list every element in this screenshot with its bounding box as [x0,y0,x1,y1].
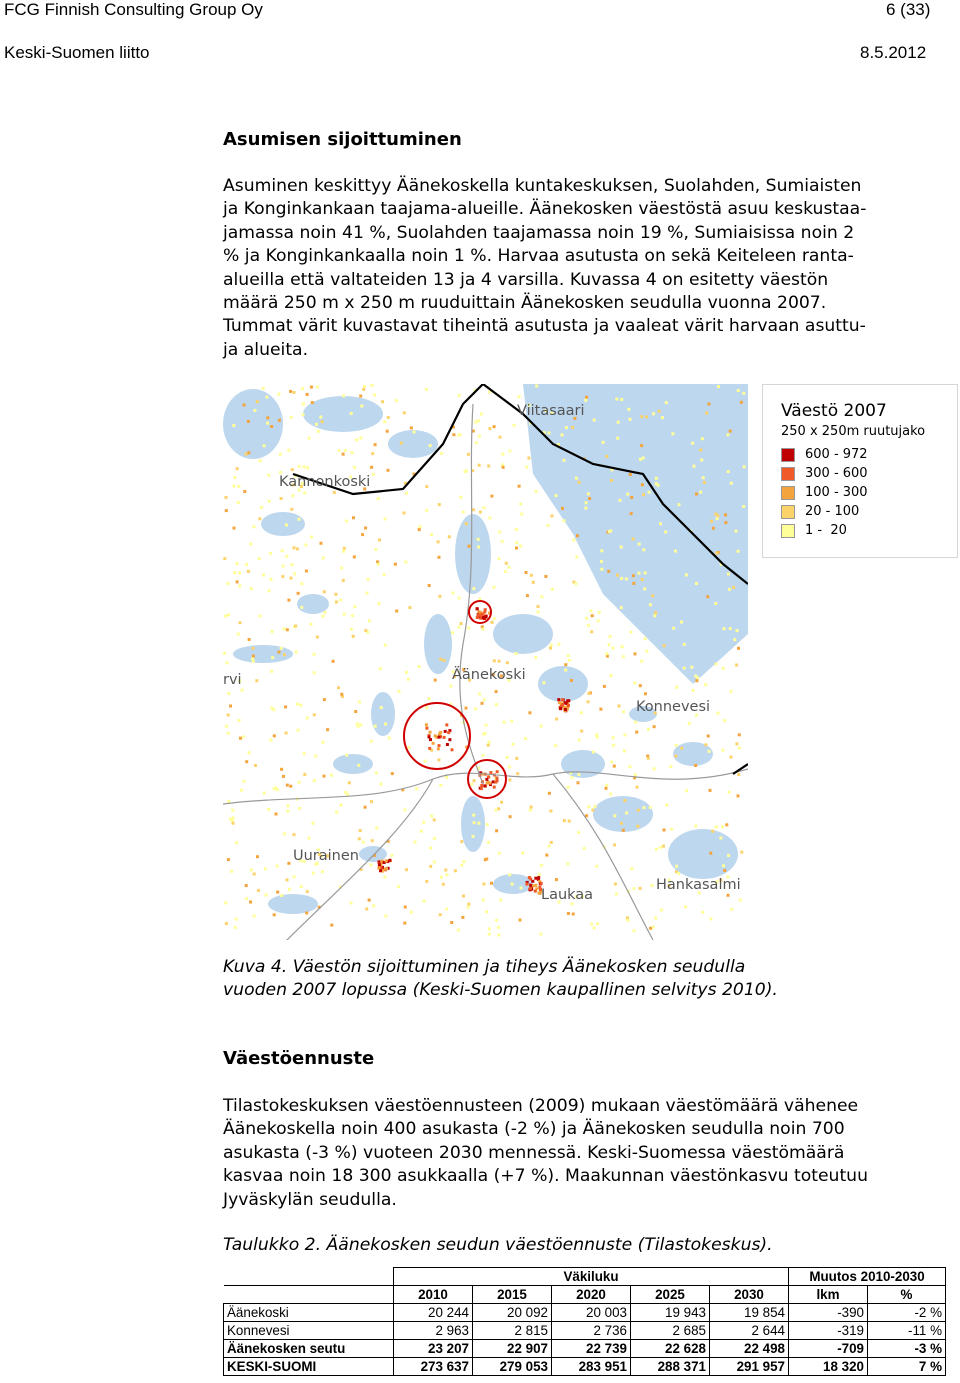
table-row [224,1322,946,1340]
table-cell: 18 320 [789,1358,868,1376]
forecast-paragraph [223,1095,956,1212]
legend-label: 100 - 300 [805,485,868,500]
header-page-number: 6 (33) [886,0,931,19]
column-header: % [868,1286,946,1304]
header-client: Keski-Suomen liitto [4,43,150,62]
table-cell: 288 371 [631,1358,710,1376]
place-label-rvi: rvi [223,672,242,688]
text-line: määrä 250 m x 250 m ruuduittain Äänekosken seudulla vuonna 2007. [223,293,827,314]
housing-paragraph [223,175,956,362]
legend-item [781,504,859,519]
table-caption: Taulukko 2. Äänekosken seudun väestöennuste (Tilastokeskus). [223,1235,773,1255]
row-name: Äänekoski [224,1304,394,1322]
table-cell: 22 628 [631,1340,710,1358]
table-cell: 279 053 [473,1358,552,1376]
section-heading-housing: Asumisen sijoittuminen [223,129,462,150]
table-cell: 22 907 [473,1340,552,1358]
column-header: 2025 [631,1286,710,1304]
text-line: % ja Konginkankaalla noin 1 %. Harvaa asutusta on sekä Keiteleen ranta- [223,246,854,267]
legend-title: Väestö 2007 [781,401,887,421]
place-label-kannonkoski: Kannonkoski [279,474,371,490]
text-line: ja Konginkankaan taajama-alueille. Äänekosken väestöstä asuu keskustaa- [223,199,867,220]
table-cell: -3 % [868,1340,946,1358]
text-line: Asuminen keskittyy Äänekoskella kuntakeskuksen, Suolahden, Sumiaisten [223,176,862,196]
table-cell: 20 244 [394,1304,473,1322]
caption-line: vuoden 2007 lopussa (Keski-Suomen kaupallinen selvitys 2010). [223,980,778,1000]
header-company: FCG Finnish Consulting Group Oy [4,0,263,19]
legend-swatch [781,486,795,500]
table-cell: 23 207 [394,1340,473,1358]
text-line: Jyväskylän seudulla. [223,1189,397,1210]
legend-label: 20 - 100 [805,504,860,519]
population-density-map [223,384,748,940]
place-label-konnevesi: Konnevesi [636,699,711,715]
table-corner [224,1286,394,1304]
table-cell: -11 % [868,1322,946,1340]
table-group-header: Väkiluku [394,1268,789,1286]
table-cell: 273 637 [394,1358,473,1376]
table-cell: 20 003 [552,1304,631,1322]
row-name: KESKI-SUOMI [224,1358,394,1376]
legend-label: 600 - 972 [805,447,868,462]
legend-item [781,485,868,500]
text-line: asukasta (-3 %) vuoteen 2030 mennessä. Keski-Suomessa väestömäärä [223,1142,845,1163]
table-cell: 22 739 [552,1340,631,1358]
table-cell: 2 685 [631,1322,710,1340]
table-row [224,1304,946,1322]
table-cell: 19 854 [710,1304,789,1322]
table-header-row [224,1286,946,1304]
table-cell: 2 736 [552,1322,631,1340]
text-line: ja alueita. [223,339,309,360]
text-line: jamassa noin 41 %, Suolahden taajamassa noin 19 %, Sumiaisissa noin 2 [223,222,855,243]
table-cell: 291 957 [710,1358,789,1376]
legend-item [781,447,868,462]
column-header: 2030 [710,1286,789,1304]
text-line: Äänekoskella noin 400 asukasta (-2 %) ja Äänekosken seudulla noin 700 [223,1119,845,1140]
table-cell: -319 [789,1322,868,1340]
caption-line: Kuva 4. Väestön sijoittuminen ja tiheys Äänekosken seudulla [223,957,746,977]
table-cell: 20 092 [473,1304,552,1322]
table-cell: 2 963 [394,1322,473,1340]
table-cell: -709 [789,1340,868,1358]
place-label-aanekoski: Äänekoski [452,667,526,683]
table-cell: 283 951 [552,1358,631,1376]
text-line: kasvaa noin 18 300 asukkaalla (+7 %). Maakunnan väestönkasvu toteutuu [223,1166,868,1187]
table-cell: -2 % [868,1304,946,1322]
row-name: Konnevesi [224,1322,394,1340]
legend-swatch [781,505,795,519]
table-row [224,1358,946,1376]
text-line: Tummat värit kuvastavat tiheintä asutusta ja vaaleat värit harvaan asuttu- [223,316,866,337]
column-header: 2015 [473,1286,552,1304]
table-cell: -390 [789,1304,868,1322]
legend-label: 1 - 20 [805,523,847,538]
legend-subtitle: 250 x 250m ruutujako [781,424,926,439]
figure-caption [223,956,956,1002]
legend-swatch [781,448,795,462]
legend-swatch [781,467,795,481]
table-group-header-row [224,1268,946,1286]
header-date: 8.5.2012 [860,43,927,62]
row-name: Äänekosken seutu [224,1340,394,1358]
place-label-laukaa: Laukaa [541,887,594,903]
text-line: Tilastokeskuksen väestöennusteen (2009) mukaan väestömäärä vähenee [223,1096,859,1116]
legend-label: 300 - 600 [805,466,868,481]
section-heading-forecast: Väestöennuste [223,1048,375,1069]
legend-swatch [781,524,795,538]
table-cell: 22 498 [710,1340,789,1358]
table-group-header: Muutos 2010-2030 [789,1268,946,1286]
place-label-uurainen: Uurainen [293,848,359,864]
table-cell: 19 943 [631,1304,710,1322]
table-row [224,1340,946,1358]
column-header: 2010 [394,1286,473,1304]
table-cell: 2 815 [473,1322,552,1340]
column-header: lkm [789,1286,868,1304]
column-header: 2020 [552,1286,631,1304]
population-forecast-table [223,1267,946,1376]
text-line: alueilla että valtateiden 13 ja 4 varsilla. Kuvassa 4 on esitetty väestön [223,269,829,290]
map-legend [762,384,958,558]
table-corner [224,1268,394,1286]
table-cell: 2 644 [710,1322,789,1340]
table-cell: 7 % [868,1358,946,1376]
legend-item [781,523,847,538]
legend-item [781,466,868,481]
place-label-hankasalmi: Hankasalmi [656,877,741,893]
place-label-viitasaari: Viitasaari [517,403,585,419]
